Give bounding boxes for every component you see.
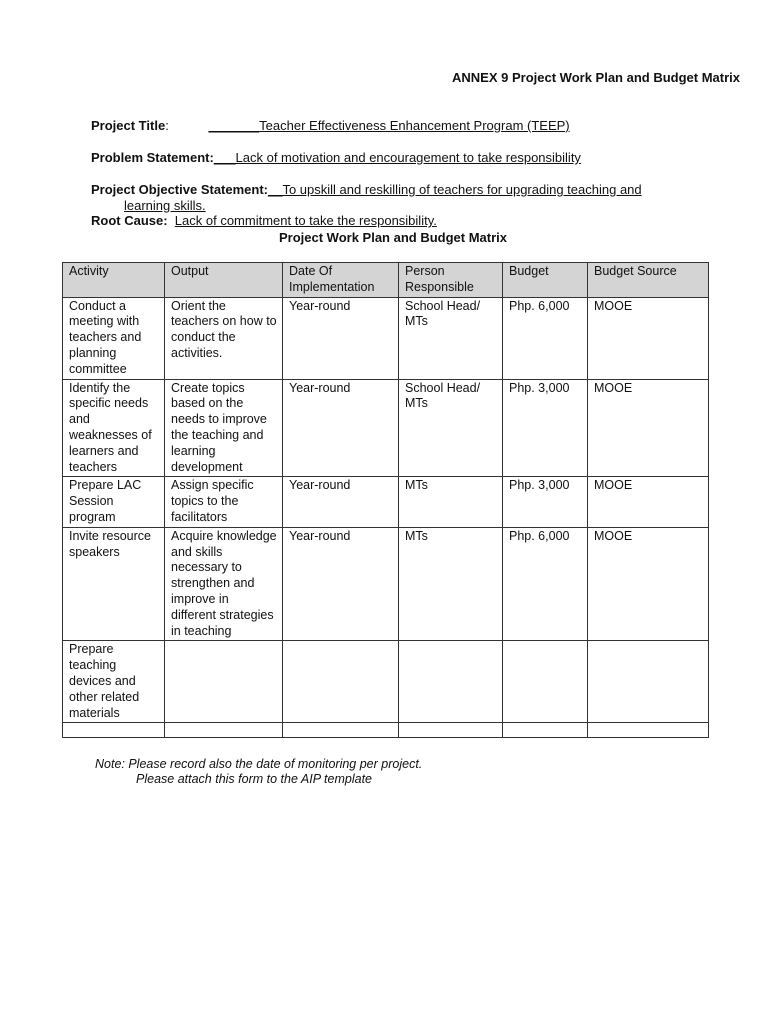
- cell-activity: Identify the specific needs and weaknesses of learners and teachers: [63, 379, 165, 477]
- annex-heading: ANNEX 9 Project Work Plan and Budget Matrix: [452, 70, 740, 85]
- cell-budget-source: MOOE: [588, 297, 709, 379]
- root-cause-field: [91, 213, 437, 228]
- cell-output: Acquire knowledge and skills necessary to strengthen and improve in different strategies in teaching: [165, 527, 283, 641]
- table-row: [63, 477, 709, 527]
- cell-date: [283, 641, 399, 723]
- cell-date: Year-round: [283, 527, 399, 641]
- cell-output: Assign specific topics to the facilitators: [165, 477, 283, 527]
- note-line-1: Note: Please record also the date of monitoring per project.: [95, 757, 423, 771]
- root-cause-value: Lack of commitment to take the responsibility.: [174, 213, 437, 228]
- objective-statement-value-line2: learning skills.: [124, 198, 206, 213]
- table-row: [63, 379, 709, 477]
- cell-budget: [503, 723, 588, 738]
- cell-person: School Head/ MTs: [399, 379, 503, 477]
- cell-output: Orient the teachers on how to conduct the activities.: [165, 297, 283, 379]
- cell-output: [165, 723, 283, 738]
- project-title-value: Teacher Effectiveness Enhancement Program (TEEP): [259, 118, 570, 133]
- cell-activity: Invite resource speakers: [63, 527, 165, 641]
- header-row: [63, 263, 709, 298]
- problem-statement-field: [91, 150, 581, 165]
- table-row: [63, 297, 709, 379]
- table-row-empty: [63, 723, 709, 738]
- project-title-colon: :: [165, 118, 169, 133]
- cell-date: [283, 723, 399, 738]
- table-row: [63, 641, 709, 723]
- cell-budget: Php. 6,000: [503, 297, 588, 379]
- column-header-activity: Activity: [63, 263, 165, 298]
- cell-person: MTs: [399, 527, 503, 641]
- cell-activity: Conduct a meeting with teachers and planning committee: [63, 297, 165, 379]
- cell-budget-source: [588, 723, 709, 738]
- column-header-budget: Budget: [503, 263, 588, 298]
- cell-date: Year-round: [283, 477, 399, 527]
- cell-budget: [503, 641, 588, 723]
- problem-statement-label: Problem Statement:: [91, 150, 214, 165]
- cell-budget-source: MOOE: [588, 477, 709, 527]
- cell-person: [399, 641, 503, 723]
- cell-output: [165, 641, 283, 723]
- cell-budget-source: MOOE: [588, 527, 709, 641]
- problem-statement-value: Lack of motivation and encouragement to take responsibility: [235, 150, 581, 165]
- note-line-2: Please attach this form to the AIP template: [136, 772, 372, 786]
- cell-budget-source: MOOE: [588, 379, 709, 477]
- cell-budget: Php. 6,000: [503, 527, 588, 641]
- project-title-label: Project Title: [91, 118, 166, 133]
- root-cause-label: Root Cause:: [91, 213, 168, 228]
- objective-statement-blank: __: [268, 182, 283, 197]
- cell-person: MTs: [399, 477, 503, 527]
- objective-statement-field: [91, 182, 642, 197]
- cell-budget: Php. 3,000: [503, 379, 588, 477]
- cell-activity: Prepare teaching devices and other related materials: [63, 641, 165, 723]
- column-header-output: Output: [165, 263, 283, 298]
- cell-output: Create topics based on the needs to improve the teaching and learning development: [165, 379, 283, 477]
- cell-budget-source: [588, 641, 709, 723]
- problem-statement-blank: ___: [213, 150, 236, 165]
- objective-statement-label: Project Objective Statement:: [91, 182, 268, 197]
- cell-date: Year-round: [283, 297, 399, 379]
- project-title-blank: _______: [208, 118, 260, 133]
- cell-budget: Php. 3,000: [503, 477, 588, 527]
- form-note: [95, 757, 422, 787]
- cell-person: School Head/ MTs: [399, 297, 503, 379]
- work-plan-budget-matrix: [62, 262, 709, 738]
- column-header-person: Person Responsible: [399, 263, 503, 298]
- column-header-budget-source: Budget Source: [588, 263, 709, 298]
- table-row: [63, 527, 709, 641]
- objective-statement-line2: [124, 198, 206, 213]
- project-title-field: [91, 118, 570, 133]
- cell-activity: [63, 723, 165, 738]
- objective-statement-value-line1: To upskill and reskilling of teachers for upgrading teaching and: [282, 182, 642, 197]
- column-header-date: Date Of Implementation: [283, 263, 399, 298]
- matrix-title: Project Work Plan and Budget Matrix: [278, 230, 508, 245]
- cell-date: Year-round: [283, 379, 399, 477]
- cell-activity: Prepare LAC Session program: [63, 477, 165, 527]
- cell-person: [399, 723, 503, 738]
